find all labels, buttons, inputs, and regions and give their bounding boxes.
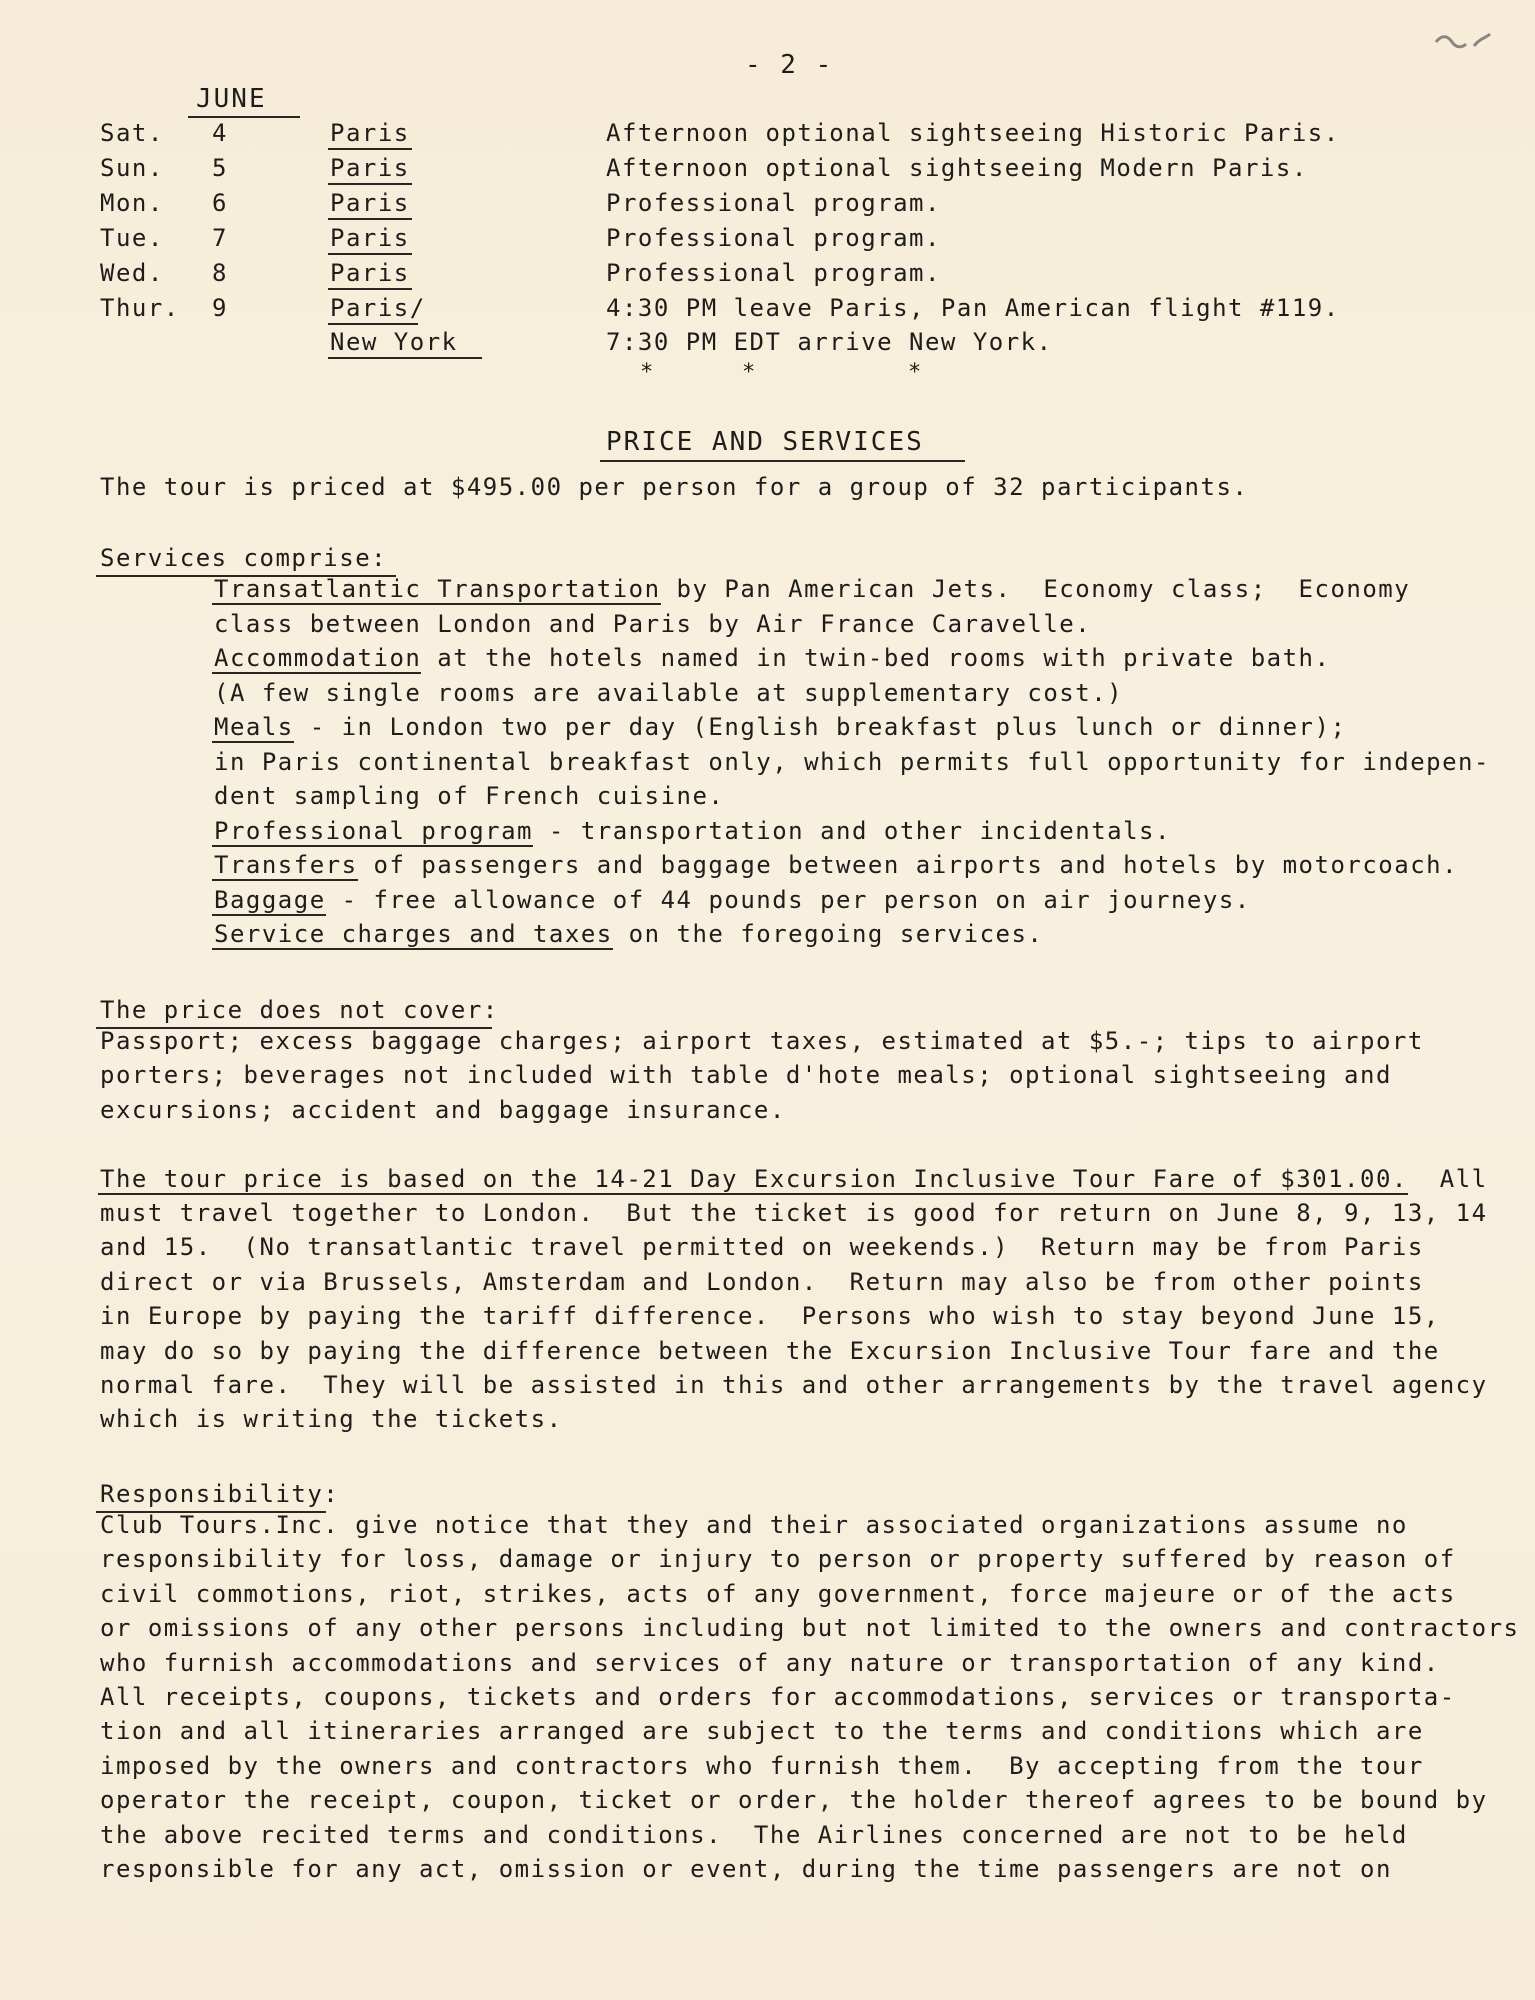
service-item-title	[214, 917, 613, 952]
itinerary-day: Sun.	[100, 154, 164, 182]
star-divider: *	[908, 360, 922, 385]
text-line: Club Tours.Inc. give notice that they and their associated organizations assume no	[100, 1511, 1408, 1539]
text-line: excursions; accident and baggage insurance.	[100, 1095, 786, 1124]
service-item-title	[214, 814, 533, 849]
itinerary-description: Afternoon optional sightseeing Modern Paris.	[606, 154, 1308, 182]
text-line: civil commotions, riot, strikes, acts of any government, force majeure or of the acts	[100, 1579, 1456, 1608]
service-title-underline	[212, 948, 613, 950]
services-list	[214, 572, 1490, 952]
itinerary-row	[0, 291, 1535, 325]
fare-lead-line	[100, 1162, 1488, 1196]
text-line: normal fare. They will be assisted in this and other arrangements by the travel agency	[100, 1371, 1488, 1400]
fare-underline	[98, 1193, 1408, 1195]
service-item-text: - transportation and other incidentals.	[532, 816, 1171, 845]
service-item-text: by Pan American Jets. Economy class; Economy	[660, 575, 1411, 603]
text-line: direct or via Brussels, Amsterdam and London. Return may also be from other points	[100, 1267, 1424, 1296]
text-line: must travel together to London. But the ticket is good for return on June 8, 9, 13, 14	[100, 1199, 1488, 1227]
star-divider: *	[742, 360, 756, 385]
city-underline	[328, 253, 412, 255]
text-line: the above recited terms and conditions. The Airlines concerned are not to be held	[100, 1820, 1408, 1849]
itinerary-city: Paris	[330, 186, 410, 220]
text-line: All receipts, coupons, tickets and orders for accommodations, services or transporta-	[100, 1683, 1456, 1712]
itinerary-description: 7:30 PM EDT arrive New York.	[606, 328, 1053, 356]
itinerary-date: 4	[212, 119, 228, 147]
city-underline	[328, 357, 482, 359]
fare-lead-text: The tour price is based on the 14-21 Day Excursion Inclusive Tour Fare of $301.00.	[100, 1165, 1408, 1193]
itinerary-description: Professional program.	[606, 259, 941, 287]
services-label	[100, 544, 387, 572]
service-item	[214, 572, 1490, 607]
page-number: - 2 -	[745, 50, 834, 80]
itinerary-date: 7	[212, 224, 228, 252]
text-line: operator the receipt, coupon, ticket or order, the holder thereof agrees to be bound by	[100, 1786, 1488, 1815]
heading-underline	[600, 460, 965, 462]
text-line: tion and all itineraries arranged are subject to the terms and conditions which are	[100, 1717, 1424, 1746]
service-item-title-text: Service charges and taxes	[214, 920, 613, 948]
text-line: and 15. (No transatlantic travel permitted on weekends.) Return may be from Paris	[100, 1233, 1424, 1262]
responsibility-label-text: Responsibility:	[100, 1480, 340, 1508]
services-label-text: Services comprise:	[100, 544, 388, 572]
service-item-text: on the foregoing services.	[612, 920, 1044, 948]
service-item	[214, 883, 1490, 918]
service-item-title	[214, 883, 326, 918]
itinerary-row	[0, 151, 1535, 185]
itinerary-date: 6	[212, 189, 228, 217]
itinerary-day: Mon.	[100, 189, 164, 217]
city-underline	[328, 218, 412, 220]
itinerary-city: Paris	[330, 256, 410, 290]
service-title-underline	[212, 879, 358, 881]
responsibility-text	[100, 1508, 1519, 1886]
itinerary-description: Professional program.	[606, 224, 941, 252]
itinerary-day: Sat.	[100, 119, 164, 147]
service-item-title	[214, 848, 358, 883]
itinerary-date: 5	[212, 154, 228, 182]
text-line: who furnish accommodations and services of any nature or transportation of any kind.	[100, 1648, 1440, 1677]
service-title-underline	[212, 914, 326, 916]
service-item-text: at the hotels named in twin-bed rooms with private bath.	[421, 644, 1331, 672]
itinerary-day: Tue.	[100, 224, 164, 252]
itinerary-city: Paris	[330, 221, 410, 255]
service-item-continuation: (A few single rooms are available at supplementary cost.)	[214, 678, 1124, 707]
service-item-title-text: Transfers	[214, 851, 358, 879]
service-item-title	[214, 710, 294, 745]
responsibility-label	[100, 1480, 339, 1508]
itinerary-day: Wed.	[100, 259, 164, 287]
service-item-title-text: Professional program	[214, 816, 533, 845]
city-underline	[328, 288, 412, 290]
month-heading: JUNE	[196, 84, 267, 114]
itinerary-city: Paris	[330, 151, 410, 185]
itinerary-description: Afternoon optional sightseeing Historic Paris.	[606, 119, 1340, 147]
service-item	[214, 848, 1490, 883]
service-title-underline	[212, 672, 421, 674]
pencil-mark-icon	[1432, 30, 1492, 54]
service-item-continuation: dent sampling of French cuisine.	[214, 782, 725, 810]
itinerary-row	[0, 325, 1535, 359]
service-item	[214, 641, 1490, 676]
service-item-text: - in London two per day (English breakfast plus lunch or dinner);	[293, 713, 1347, 741]
service-item-text: - free allowance of 44 pounds per person on air journeys.	[325, 885, 1251, 914]
service-item-title-text: Accommodation	[214, 644, 422, 672]
text-line: in Europe by paying the tariff difference. Persons who wish to stay beyond June 15,	[100, 1302, 1440, 1331]
city-underline	[328, 183, 412, 185]
itinerary-row	[0, 116, 1535, 150]
service-item-continuation: class between London and Paris by Air France Caravelle.	[214, 609, 1092, 638]
city-underline	[328, 148, 412, 150]
service-item	[214, 917, 1490, 952]
text-line: porters; beverages not included with table d'hote meals; optional sightseeing and	[100, 1061, 1392, 1090]
service-item-title-text: Transatlantic Transportation	[214, 575, 661, 603]
service-item-title	[214, 641, 421, 676]
not-covered-label	[100, 996, 499, 1024]
itinerary-description: 4:30 PM leave Paris, Pan American flight #119.	[606, 294, 1340, 322]
text-line: imposed by the owners and contractors who furnish them. By accepting from the tour	[100, 1751, 1424, 1780]
itinerary-row	[0, 221, 1535, 255]
service-title-underline	[212, 603, 661, 605]
service-item-text: of passengers and baggage between airports and hotels by motorcoach.	[357, 851, 1459, 879]
itinerary-city: New York	[330, 325, 458, 359]
service-item	[214, 814, 1490, 849]
fare-lead-rest: All	[1407, 1165, 1488, 1193]
text-line: responsible for any act, omission or event, during the time passengers are not on	[100, 1855, 1392, 1884]
itinerary-row	[0, 256, 1535, 290]
service-title-underline	[212, 845, 533, 847]
service-item-title-text: Baggage	[214, 885, 326, 914]
service-item	[214, 710, 1490, 745]
text-line: which is writing the tickets.	[100, 1405, 563, 1434]
text-line: or omissions of any other persons including but not limited to the owners and contractors	[100, 1614, 1520, 1643]
itinerary-date: 8	[212, 259, 228, 287]
service-item-title	[214, 572, 661, 607]
star-divider: *	[640, 360, 654, 385]
text-line: Passport; excess baggage charges; airport taxes, estimated at $5.-; tips to airport	[100, 1027, 1424, 1055]
itinerary-day: Thur.	[100, 294, 180, 322]
service-item-title-text: Meals	[214, 713, 294, 741]
fare-text	[100, 1196, 1488, 1437]
text-line: responsibility for loss, damage or injury to person or property suffered by reason of	[100, 1545, 1456, 1574]
itinerary-city: Paris/	[330, 291, 426, 325]
not-covered-text	[100, 1024, 1424, 1127]
not-covered-label-text: The price does not cover:	[100, 996, 499, 1024]
text-line: may do so by paying the difference between the Excursion Inclusive Tour fare and the	[100, 1336, 1440, 1365]
price-intro: The tour is priced at $495.00 per person for a group of 32 participants.	[100, 473, 1249, 501]
itinerary-city: Paris	[330, 116, 410, 150]
service-item-continuation: in Paris continental breakfast only, which permits full opportunity for indepen-	[214, 747, 1490, 776]
service-title-underline	[212, 741, 294, 743]
itinerary-row	[0, 186, 1535, 220]
itinerary-description: Professional program.	[606, 189, 941, 217]
itinerary-date: 9	[212, 294, 228, 322]
price-services-heading: PRICE AND SERVICES	[606, 427, 924, 457]
